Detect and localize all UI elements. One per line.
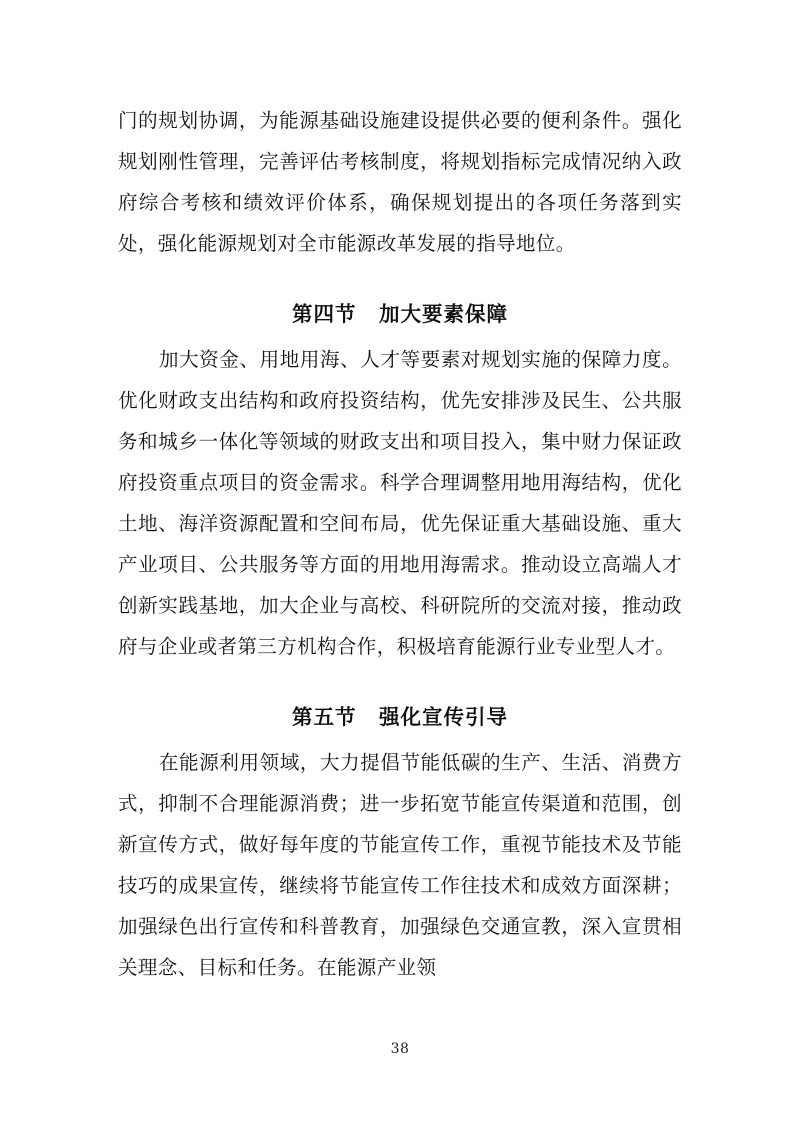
paragraph-publicity-guidance: 在能源利用领域，大力提倡节能低碳的生产、生活、消费方式，抑制不合理能源消费；进一步拓宽节能宣传渠道和范围，创新宣传方式，做好每年度的节能宣传工作，重视节能技术及节能技巧的成果宣传，继续将节能宣传工作往技术和成效方面深耕；加强绿色出行宣传和科普教育，加强绿色交通宣教，深入宣贯相关理念、目标和任务。在能源产业领: [118, 751, 682, 979]
section-number: 第五节: [291, 705, 357, 729]
section-title: 强化宣传引导: [379, 705, 509, 729]
spacer: [118, 667, 682, 697]
section-number: 第四节: [291, 302, 357, 326]
page-number: 38: [390, 1041, 410, 1057]
paragraph-resource-support: 加大资金、用地用海、人才等要素对规划实施的保障力度。优化财政支出结构和政府投资结构，优先安排涉及民生、公共服务和城乡一体化等领域的财政支出和项目投入，集中财力保证政府投资重点项目的资金需求。科学合理调整用地用海结构，优化土地、海洋资源配置和空间布局，优先保证重大基础设施、重大产业项目、公共服务等方面的用地用海需求。推动设立高端人才创新实践基地，加大企业与高校、科研院所的交流对接，推动政府与企业或者第三方机构合作，积极培育能源行业专业型人才。: [118, 348, 682, 658]
section-title: 加大要素保障: [379, 302, 509, 326]
document-body: [118, 100, 682, 988]
paragraph-policy-coordination: 门的规划协调，为能源基础设施建设提供必要的便利条件。强化规划刚性管理，完善评估考核制度，将规划指标完成情况纳入政府综合考核和绩效评价体系，确保规划提出的各项任务落到实处，强化能源规划对全市能源改革发展的指导地位。: [118, 109, 682, 255]
section-heading-four: [118, 294, 682, 335]
spacer: [118, 264, 682, 294]
section-heading-five: [118, 697, 682, 738]
